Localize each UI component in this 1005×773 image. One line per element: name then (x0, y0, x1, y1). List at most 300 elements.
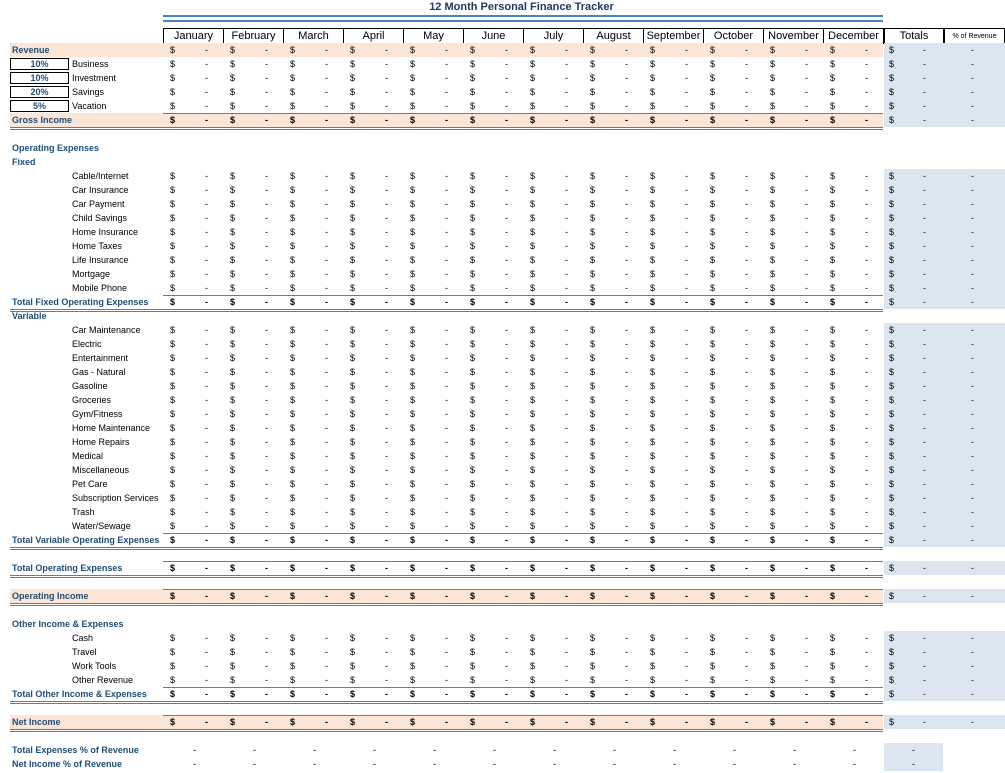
month-value-cell[interactable]: - (685, 115, 688, 125)
month-value-cell[interactable]: - (685, 395, 688, 405)
month-value-cell[interactable]: - (265, 675, 268, 685)
month-value-cell[interactable]: - (445, 185, 448, 195)
month-value-cell[interactable]: - (865, 423, 868, 433)
month-value-cell[interactable]: - (325, 381, 328, 391)
month-value-cell[interactable]: - (505, 521, 508, 531)
month-value-cell[interactable]: - (565, 479, 568, 489)
month-value-cell[interactable]: - (625, 227, 628, 237)
month-value-cell[interactable]: - (205, 647, 208, 657)
month-value-cell[interactable]: - (805, 465, 808, 475)
month-pct-cell[interactable]: - (433, 759, 436, 769)
month-value-cell[interactable]: - (865, 297, 868, 307)
month-value-cell[interactable]: - (685, 563, 688, 573)
month-value-cell[interactable]: - (205, 353, 208, 363)
month-value-cell[interactable]: - (265, 591, 268, 601)
pct-of-revenue-cell[interactable]: - (971, 381, 974, 391)
month-value-cell[interactable]: - (745, 255, 748, 265)
pct-of-revenue-cell[interactable]: - (971, 423, 974, 433)
month-value-cell[interactable]: - (265, 465, 268, 475)
month-value-cell[interactable]: - (625, 521, 628, 531)
month-value-cell[interactable]: - (265, 717, 268, 727)
month-value-cell[interactable]: - (865, 283, 868, 293)
month-value-cell[interactable]: - (865, 689, 868, 699)
month-value-cell[interactable]: - (505, 269, 508, 279)
month-value-cell[interactable]: - (265, 381, 268, 391)
month-value-cell[interactable]: - (565, 325, 568, 335)
month-value-cell[interactable]: - (205, 325, 208, 335)
month-value-cell[interactable]: - (745, 45, 748, 55)
month-value-cell[interactable]: - (805, 255, 808, 265)
month-value-cell[interactable]: - (625, 297, 628, 307)
totals-value-cell[interactable]: - (923, 647, 926, 657)
month-value-cell[interactable]: - (625, 409, 628, 419)
month-value-cell[interactable]: - (865, 213, 868, 223)
month-value-cell[interactable]: - (865, 451, 868, 461)
month-value-cell[interactable]: - (625, 381, 628, 391)
month-value-cell[interactable]: - (565, 717, 568, 727)
month-value-cell[interactable]: - (565, 227, 568, 237)
month-value-cell[interactable]: - (625, 255, 628, 265)
pct-of-revenue-cell[interactable]: - (971, 45, 974, 55)
month-value-cell[interactable]: - (625, 563, 628, 573)
month-value-cell[interactable]: - (625, 325, 628, 335)
month-value-cell[interactable]: - (625, 437, 628, 447)
month-pct-cell[interactable]: - (373, 745, 376, 755)
month-value-cell[interactable]: - (265, 409, 268, 419)
month-value-cell[interactable]: - (805, 633, 808, 643)
month-value-cell[interactable]: - (565, 451, 568, 461)
month-pct-cell[interactable]: - (313, 745, 316, 755)
month-value-cell[interactable]: - (685, 339, 688, 349)
month-value-cell[interactable]: - (445, 325, 448, 335)
month-value-cell[interactable]: - (265, 507, 268, 517)
revenue-pct-input[interactable]: 20% (10, 86, 69, 98)
month-value-cell[interactable]: - (505, 507, 508, 517)
month-value-cell[interactable]: - (325, 339, 328, 349)
month-value-cell[interactable]: - (205, 269, 208, 279)
pct-of-revenue-cell[interactable]: - (971, 717, 974, 727)
month-value-cell[interactable]: - (445, 339, 448, 349)
month-value-cell[interactable]: - (505, 255, 508, 265)
month-value-cell[interactable]: - (685, 185, 688, 195)
month-value-cell[interactable]: - (445, 591, 448, 601)
month-value-cell[interactable]: - (565, 675, 568, 685)
month-pct-cell[interactable]: - (793, 759, 796, 769)
month-value-cell[interactable]: - (265, 87, 268, 97)
month-value-cell[interactable]: - (265, 101, 268, 111)
month-value-cell[interactable]: - (265, 255, 268, 265)
month-value-cell[interactable]: - (385, 535, 388, 545)
month-header-february[interactable]: February (223, 28, 284, 44)
month-value-cell[interactable]: - (505, 227, 508, 237)
month-value-cell[interactable]: - (865, 199, 868, 209)
month-value-cell[interactable]: - (685, 171, 688, 181)
month-value-cell[interactable]: - (805, 185, 808, 195)
month-value-cell[interactable]: - (325, 297, 328, 307)
month-value-cell[interactable]: - (745, 73, 748, 83)
month-value-cell[interactable]: - (745, 591, 748, 601)
month-value-cell[interactable]: - (685, 689, 688, 699)
month-value-cell[interactable]: - (805, 507, 808, 517)
month-value-cell[interactable]: - (805, 199, 808, 209)
month-value-cell[interactable]: - (205, 633, 208, 643)
month-value-cell[interactable]: - (865, 535, 868, 545)
pct-of-revenue-cell[interactable]: - (971, 115, 974, 125)
month-value-cell[interactable]: - (625, 479, 628, 489)
pct-of-revenue-cell[interactable]: - (971, 185, 974, 195)
month-value-cell[interactable]: - (205, 423, 208, 433)
month-value-cell[interactable]: - (865, 115, 868, 125)
month-value-cell[interactable]: - (325, 241, 328, 251)
month-value-cell[interactable]: - (445, 661, 448, 671)
month-value-cell[interactable]: - (565, 59, 568, 69)
month-value-cell[interactable]: - (265, 521, 268, 531)
month-value-cell[interactable]: - (205, 437, 208, 447)
month-value-cell[interactable]: - (745, 269, 748, 279)
month-value-cell[interactable]: - (505, 493, 508, 503)
month-value-cell[interactable]: - (565, 493, 568, 503)
totals-value-cell[interactable]: - (923, 199, 926, 209)
month-value-cell[interactable]: - (565, 633, 568, 643)
month-value-cell[interactable]: - (745, 241, 748, 251)
month-value-cell[interactable]: - (445, 255, 448, 265)
month-value-cell[interactable]: - (325, 521, 328, 531)
revenue-pct-input[interactable]: 10% (10, 58, 69, 70)
month-value-cell[interactable]: - (205, 367, 208, 377)
month-value-cell[interactable]: - (505, 409, 508, 419)
totals-value-cell[interactable]: - (923, 353, 926, 363)
month-value-cell[interactable]: - (445, 437, 448, 447)
month-value-cell[interactable]: - (805, 73, 808, 83)
month-value-cell[interactable]: - (565, 213, 568, 223)
month-value-cell[interactable]: - (865, 493, 868, 503)
month-value-cell[interactable]: - (265, 171, 268, 181)
month-value-cell[interactable]: - (745, 563, 748, 573)
month-value-cell[interactable]: - (745, 339, 748, 349)
month-value-cell[interactable]: - (685, 633, 688, 643)
month-value-cell[interactable]: - (865, 521, 868, 531)
month-value-cell[interactable]: - (685, 255, 688, 265)
month-value-cell[interactable]: - (265, 563, 268, 573)
pct-of-revenue-cell[interactable]: - (971, 241, 974, 251)
month-value-cell[interactable]: - (565, 283, 568, 293)
month-value-cell[interactable]: - (685, 493, 688, 503)
month-value-cell[interactable]: - (205, 185, 208, 195)
month-value-cell[interactable]: - (385, 59, 388, 69)
month-value-cell[interactable]: - (205, 451, 208, 461)
totals-value-cell[interactable]: - (923, 45, 926, 55)
pct-of-revenue-cell[interactable]: - (971, 563, 974, 573)
month-value-cell[interactable]: - (445, 115, 448, 125)
month-value-cell[interactable]: - (865, 241, 868, 251)
month-value-cell[interactable]: - (565, 367, 568, 377)
month-value-cell[interactable]: - (805, 717, 808, 727)
totals-value-cell[interactable]: - (923, 255, 926, 265)
month-value-cell[interactable]: - (685, 521, 688, 531)
month-value-cell[interactable]: - (385, 171, 388, 181)
month-value-cell[interactable]: - (865, 185, 868, 195)
month-value-cell[interactable]: - (325, 45, 328, 55)
month-value-cell[interactable]: - (805, 395, 808, 405)
pct-of-revenue-cell[interactable]: - (971, 535, 974, 545)
month-value-cell[interactable]: - (565, 171, 568, 181)
month-value-cell[interactable]: - (625, 269, 628, 279)
month-value-cell[interactable]: - (445, 297, 448, 307)
month-pct-cell[interactable]: - (733, 745, 736, 755)
month-value-cell[interactable]: - (865, 325, 868, 335)
month-value-cell[interactable]: - (505, 171, 508, 181)
month-value-cell[interactable]: - (685, 367, 688, 377)
month-value-cell[interactable]: - (505, 633, 508, 643)
month-value-cell[interactable]: - (205, 563, 208, 573)
month-value-cell[interactable]: - (205, 717, 208, 727)
month-value-cell[interactable]: - (505, 647, 508, 657)
month-value-cell[interactable]: - (625, 213, 628, 223)
month-value-cell[interactable]: - (265, 283, 268, 293)
month-pct-cell[interactable]: - (433, 745, 436, 755)
month-value-cell[interactable]: - (685, 661, 688, 671)
totals-value-cell[interactable]: - (923, 241, 926, 251)
month-value-cell[interactable]: - (385, 423, 388, 433)
month-value-cell[interactable]: - (805, 115, 808, 125)
totals-value-cell[interactable]: - (923, 423, 926, 433)
month-value-cell[interactable]: - (745, 101, 748, 111)
month-value-cell[interactable]: - (565, 353, 568, 363)
month-value-cell[interactable]: - (265, 479, 268, 489)
month-pct-cell[interactable]: - (793, 745, 796, 755)
month-value-cell[interactable]: - (445, 675, 448, 685)
month-value-cell[interactable]: - (325, 465, 328, 475)
month-value-cell[interactable]: - (625, 241, 628, 251)
month-value-cell[interactable]: - (505, 381, 508, 391)
pct-of-revenue-cell[interactable]: - (971, 591, 974, 601)
month-value-cell[interactable]: - (805, 283, 808, 293)
month-value-cell[interactable]: - (385, 297, 388, 307)
pct-of-revenue-cell[interactable]: - (971, 521, 974, 531)
month-value-cell[interactable]: - (745, 689, 748, 699)
month-value-cell[interactable]: - (325, 185, 328, 195)
month-value-cell[interactable]: - (205, 661, 208, 671)
month-value-cell[interactable]: - (685, 227, 688, 237)
month-value-cell[interactable]: - (865, 647, 868, 657)
month-header-march[interactable]: March (283, 28, 344, 44)
month-value-cell[interactable]: - (445, 717, 448, 727)
month-value-cell[interactable]: - (745, 381, 748, 391)
month-value-cell[interactable]: - (445, 563, 448, 573)
month-value-cell[interactable]: - (865, 381, 868, 391)
month-value-cell[interactable]: - (805, 591, 808, 601)
month-value-cell[interactable]: - (745, 325, 748, 335)
totals-value-cell[interactable]: - (923, 73, 926, 83)
month-value-cell[interactable]: - (325, 591, 328, 601)
month-value-cell[interactable]: - (625, 353, 628, 363)
month-value-cell[interactable]: - (445, 73, 448, 83)
month-value-cell[interactable]: - (565, 45, 568, 55)
month-value-cell[interactable]: - (745, 227, 748, 237)
month-value-cell[interactable]: - (685, 381, 688, 391)
month-value-cell[interactable]: - (445, 451, 448, 461)
month-value-cell[interactable]: - (325, 437, 328, 447)
month-value-cell[interactable]: - (265, 115, 268, 125)
month-value-cell[interactable]: - (745, 297, 748, 307)
revenue-pct-input[interactable]: 5% (10, 100, 69, 112)
month-value-cell[interactable]: - (325, 255, 328, 265)
pct-of-revenue-cell[interactable]: - (971, 465, 974, 475)
month-pct-cell[interactable]: - (553, 745, 556, 755)
month-value-cell[interactable]: - (325, 353, 328, 363)
month-value-cell[interactable]: - (445, 521, 448, 531)
month-value-cell[interactable]: - (205, 115, 208, 125)
month-value-cell[interactable]: - (445, 479, 448, 489)
month-value-cell[interactable]: - (205, 381, 208, 391)
month-value-cell[interactable]: - (385, 451, 388, 461)
month-value-cell[interactable]: - (745, 283, 748, 293)
totals-value-cell[interactable]: - (923, 59, 926, 69)
month-value-cell[interactable]: - (445, 535, 448, 545)
month-value-cell[interactable]: - (625, 717, 628, 727)
month-value-cell[interactable]: - (325, 73, 328, 83)
month-value-cell[interactable]: - (565, 115, 568, 125)
month-value-cell[interactable]: - (445, 283, 448, 293)
month-value-cell[interactable]: - (805, 171, 808, 181)
month-value-cell[interactable]: - (325, 661, 328, 671)
month-value-cell[interactable]: - (385, 689, 388, 699)
month-value-cell[interactable]: - (625, 591, 628, 601)
month-value-cell[interactable]: - (265, 367, 268, 377)
month-value-cell[interactable]: - (625, 115, 628, 125)
month-value-cell[interactable]: - (265, 353, 268, 363)
month-value-cell[interactable]: - (445, 199, 448, 209)
month-value-cell[interactable]: - (265, 213, 268, 223)
month-value-cell[interactable]: - (865, 661, 868, 671)
month-value-cell[interactable]: - (505, 353, 508, 363)
month-value-cell[interactable]: - (865, 717, 868, 727)
month-value-cell[interactable]: - (865, 633, 868, 643)
month-value-cell[interactable]: - (505, 213, 508, 223)
month-pct-cell[interactable]: - (193, 745, 196, 755)
month-value-cell[interactable]: - (445, 353, 448, 363)
month-value-cell[interactable]: - (865, 367, 868, 377)
month-value-cell[interactable]: - (805, 535, 808, 545)
pct-of-revenue-cell[interactable]: - (971, 269, 974, 279)
month-value-cell[interactable]: - (805, 423, 808, 433)
month-value-cell[interactable]: - (445, 689, 448, 699)
pct-of-revenue-cell[interactable]: - (971, 353, 974, 363)
month-pct-cell[interactable]: - (193, 759, 196, 769)
pct-of-revenue-cell[interactable]: - (971, 101, 974, 111)
month-value-cell[interactable]: - (685, 241, 688, 251)
month-value-cell[interactable]: - (505, 479, 508, 489)
month-value-cell[interactable]: - (205, 521, 208, 531)
month-value-cell[interactable]: - (385, 647, 388, 657)
month-value-cell[interactable]: - (625, 535, 628, 545)
month-value-cell[interactable]: - (505, 241, 508, 251)
month-value-cell[interactable]: - (685, 717, 688, 727)
totals-value-cell[interactable]: - (923, 479, 926, 489)
pct-of-revenue-header[interactable]: % of Revenue (944, 28, 1005, 44)
month-value-cell[interactable]: - (865, 591, 868, 601)
totals-value-cell[interactable]: - (923, 437, 926, 447)
month-value-cell[interactable]: - (385, 199, 388, 209)
month-value-cell[interactable]: - (805, 675, 808, 685)
month-value-cell[interactable]: - (385, 101, 388, 111)
month-header-january[interactable]: January (163, 28, 224, 44)
month-value-cell[interactable]: - (805, 45, 808, 55)
month-header-december[interactable]: December (823, 28, 884, 44)
month-value-cell[interactable]: - (745, 437, 748, 447)
pct-of-revenue-cell[interactable]: - (971, 171, 974, 181)
pct-of-revenue-cell[interactable]: - (971, 451, 974, 461)
month-value-cell[interactable]: - (565, 101, 568, 111)
month-value-cell[interactable]: - (205, 87, 208, 97)
month-value-cell[interactable]: - (805, 227, 808, 237)
month-value-cell[interactable]: - (385, 521, 388, 531)
month-value-cell[interactable]: - (745, 661, 748, 671)
month-value-cell[interactable]: - (565, 423, 568, 433)
pct-of-revenue-cell[interactable]: - (971, 59, 974, 69)
month-value-cell[interactable]: - (385, 325, 388, 335)
month-value-cell[interactable]: - (505, 451, 508, 461)
month-value-cell[interactable]: - (565, 73, 568, 83)
month-value-cell[interactable]: - (805, 563, 808, 573)
pct-of-revenue-cell[interactable]: - (971, 437, 974, 447)
month-value-cell[interactable]: - (805, 325, 808, 335)
pct-of-revenue-cell[interactable]: - (971, 73, 974, 83)
month-value-cell[interactable]: - (265, 689, 268, 699)
month-value-cell[interactable]: - (685, 451, 688, 461)
month-pct-cell[interactable]: - (253, 759, 256, 769)
pct-of-revenue-cell[interactable]: - (971, 689, 974, 699)
month-value-cell[interactable]: - (325, 213, 328, 223)
month-value-cell[interactable]: - (505, 325, 508, 335)
month-value-cell[interactable]: - (565, 255, 568, 265)
month-value-cell[interactable]: - (205, 101, 208, 111)
month-value-cell[interactable]: - (385, 465, 388, 475)
month-value-cell[interactable]: - (205, 339, 208, 349)
totals-value-cell[interactable]: - (923, 227, 926, 237)
month-value-cell[interactable]: - (685, 437, 688, 447)
month-value-cell[interactable]: - (325, 367, 328, 377)
month-value-cell[interactable]: - (265, 493, 268, 503)
revenue-pct-input[interactable]: 10% (10, 72, 69, 84)
month-value-cell[interactable]: - (745, 395, 748, 405)
month-value-cell[interactable]: - (385, 661, 388, 671)
month-value-cell[interactable]: - (445, 269, 448, 279)
month-value-cell[interactable]: - (865, 255, 868, 265)
month-value-cell[interactable]: - (445, 227, 448, 237)
month-value-cell[interactable]: - (385, 241, 388, 251)
month-value-cell[interactable]: - (685, 283, 688, 293)
totals-value-cell[interactable]: - (923, 171, 926, 181)
month-value-cell[interactable]: - (865, 675, 868, 685)
month-value-cell[interactable]: - (565, 689, 568, 699)
month-value-cell[interactable]: - (385, 395, 388, 405)
month-value-cell[interactable]: - (265, 535, 268, 545)
month-value-cell[interactable]: - (625, 87, 628, 97)
month-value-cell[interactable]: - (325, 675, 328, 685)
month-value-cell[interactable]: - (205, 465, 208, 475)
month-value-cell[interactable]: - (385, 507, 388, 517)
month-value-cell[interactable]: - (565, 339, 568, 349)
totals-value-cell[interactable]: - (923, 493, 926, 503)
month-value-cell[interactable]: - (625, 493, 628, 503)
month-value-cell[interactable]: - (745, 409, 748, 419)
month-value-cell[interactable]: - (205, 255, 208, 265)
totals-value-cell[interactable]: - (923, 465, 926, 475)
totals-value-cell[interactable]: - (923, 395, 926, 405)
month-value-cell[interactable]: - (205, 171, 208, 181)
month-value-cell[interactable]: - (445, 493, 448, 503)
